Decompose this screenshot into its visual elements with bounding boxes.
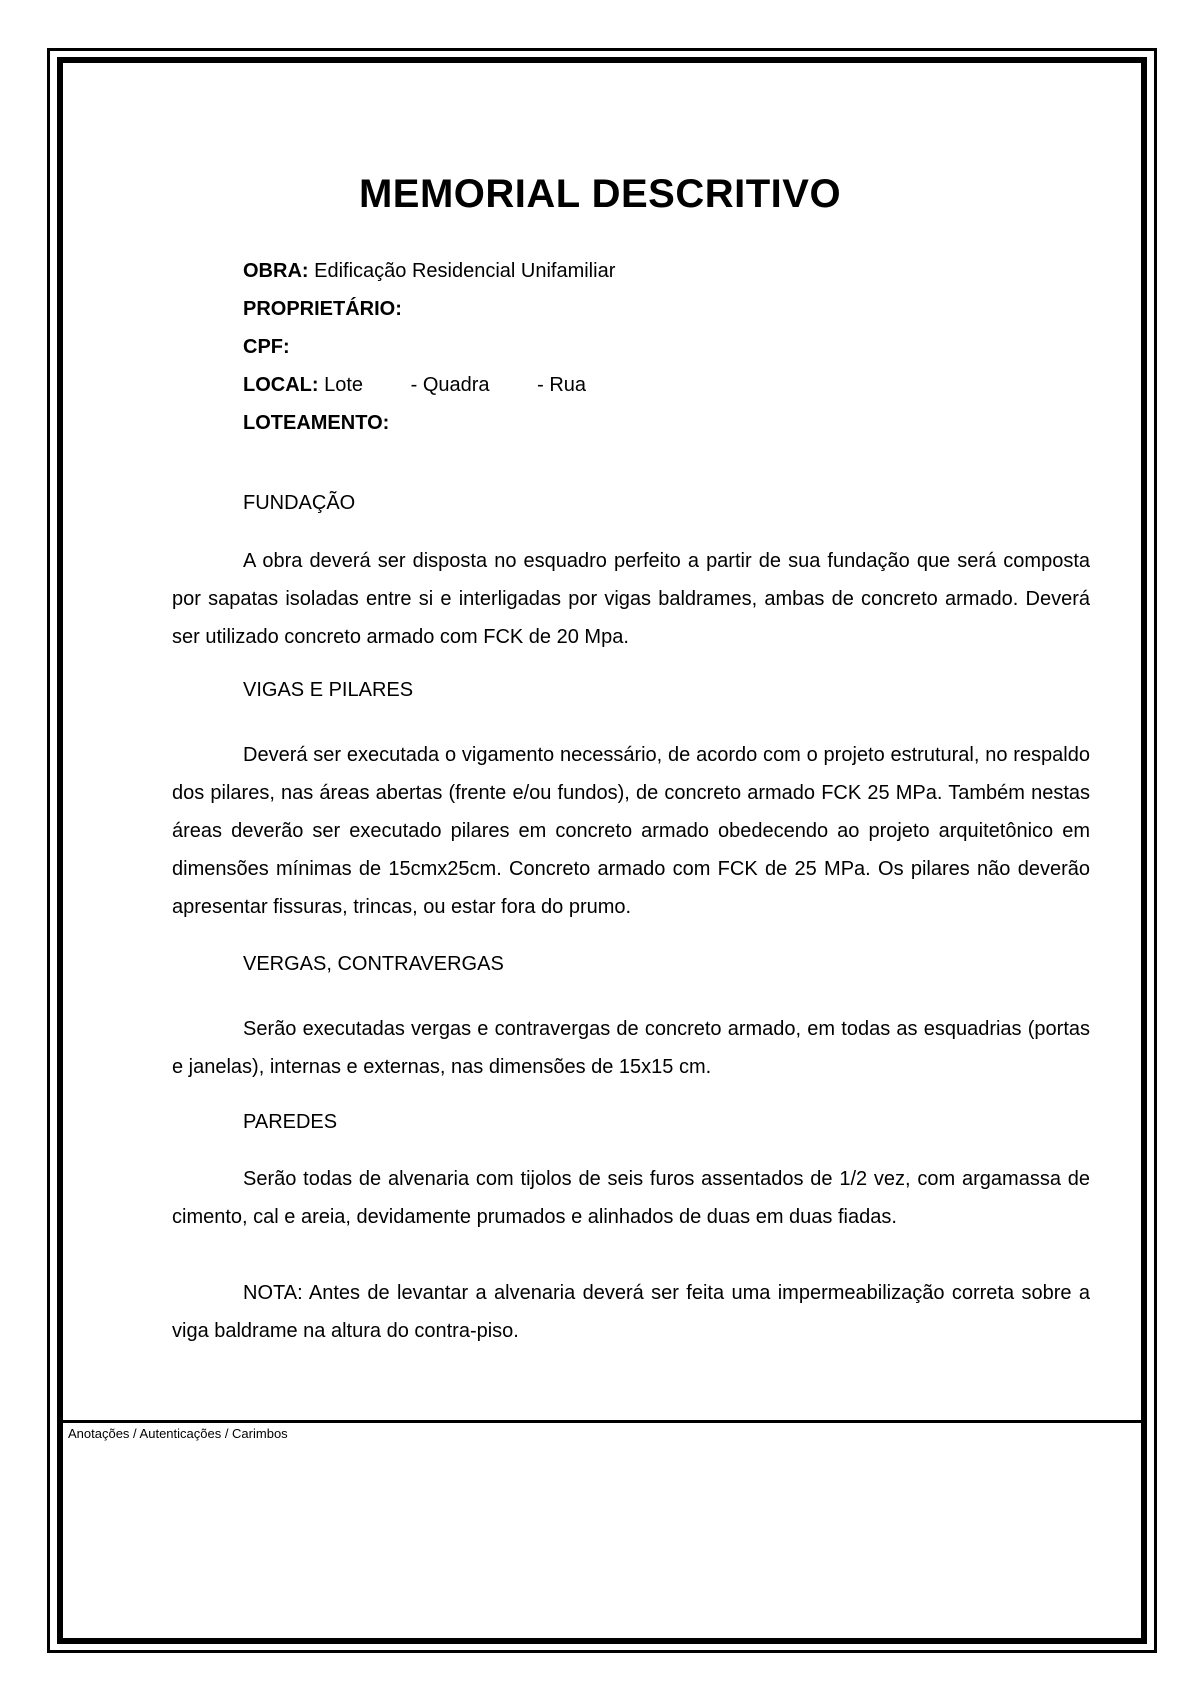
heading-vigas: VIGAS E PILARES (243, 679, 414, 701)
proprietario-label: PROPRIETÁRIO: (243, 298, 402, 320)
local-line (243, 374, 586, 397)
footer-label: Anotações / Autenticações / Carimbos (68, 1426, 288, 1441)
paredes-text: Serão todas de alvenaria com tijolos de seis furos assentados de 1/2 vez, com argamassa de cimento, cal e areia, devidamente prumados e alinhados de duas em duas fiadas. (172, 1168, 1090, 1228)
nota-text: NOTA: Antes de levantar a alvenaria deverá ser feita uma impermeabilização correta sobre a viga baldrame na altura do contra-piso. (172, 1282, 1090, 1342)
document-title: MEMORIAL DESCRITIVO (358, 172, 842, 216)
proprietario-line (243, 298, 402, 321)
heading-paredes: PAREDES (243, 1111, 338, 1133)
heading-fundacao: FUNDAÇÃO (243, 492, 356, 514)
cpf-label: CPF: (243, 336, 290, 358)
loteamento-label: LOTEAMENTO: (243, 412, 390, 434)
fundacao-text: A obra deverá ser disposta no esquadro perfeito a partir de sua fundação que será composta por sapatas isoladas entre si e interligadas por vigas baldrames, ambas de concreto armado. Deverá ser utilizado concreto armado com FCK de 20 Mpa. (172, 550, 1090, 648)
paragraph-fundacao (172, 542, 1090, 656)
paragraph-vergas (172, 1010, 1090, 1086)
footer-divider (60, 1420, 1144, 1423)
obra-label: OBRA: (243, 260, 309, 282)
paragraph-paredes (172, 1160, 1090, 1236)
loteamento-line (243, 412, 389, 435)
local-label: LOCAL: (243, 374, 319, 396)
obra-line (243, 260, 615, 283)
paragraph-nota (172, 1274, 1090, 1350)
heading-vergas: VERGAS, CONTRAVERGAS (243, 953, 504, 975)
vigas-text: Deverá ser executada o vigamento necessário, de acordo com o projeto estrutural, no respaldo dos pilares, nas áreas abertas (frente e/ou fundos), de concreto armado FCK 25 MPa. Também nestas áreas deverão ser executado pilares em concreto armado obedecendo ao projeto arquitetônico em dimensões mínimas de 15cmx25cm. Concreto armado com FCK de 25 MPa. Os pilares não deverão apresentar fissuras, trincas, ou estar fora do prumo. (172, 744, 1090, 918)
vergas-text: Serão executadas vergas e contravergas de concreto armado, em todas as esquadrias (portas e janelas), internas e externas, nas dimensões de 15x15 cm. (172, 1018, 1090, 1078)
paragraph-vigas (172, 736, 1090, 926)
local-quadra: - Quadra (410, 374, 490, 396)
local-rua: - Rua (537, 374, 587, 396)
cpf-line (243, 336, 290, 359)
obra-value: Edificação Residencial Unifamiliar (314, 260, 616, 282)
local-lote: Lote (324, 374, 364, 396)
